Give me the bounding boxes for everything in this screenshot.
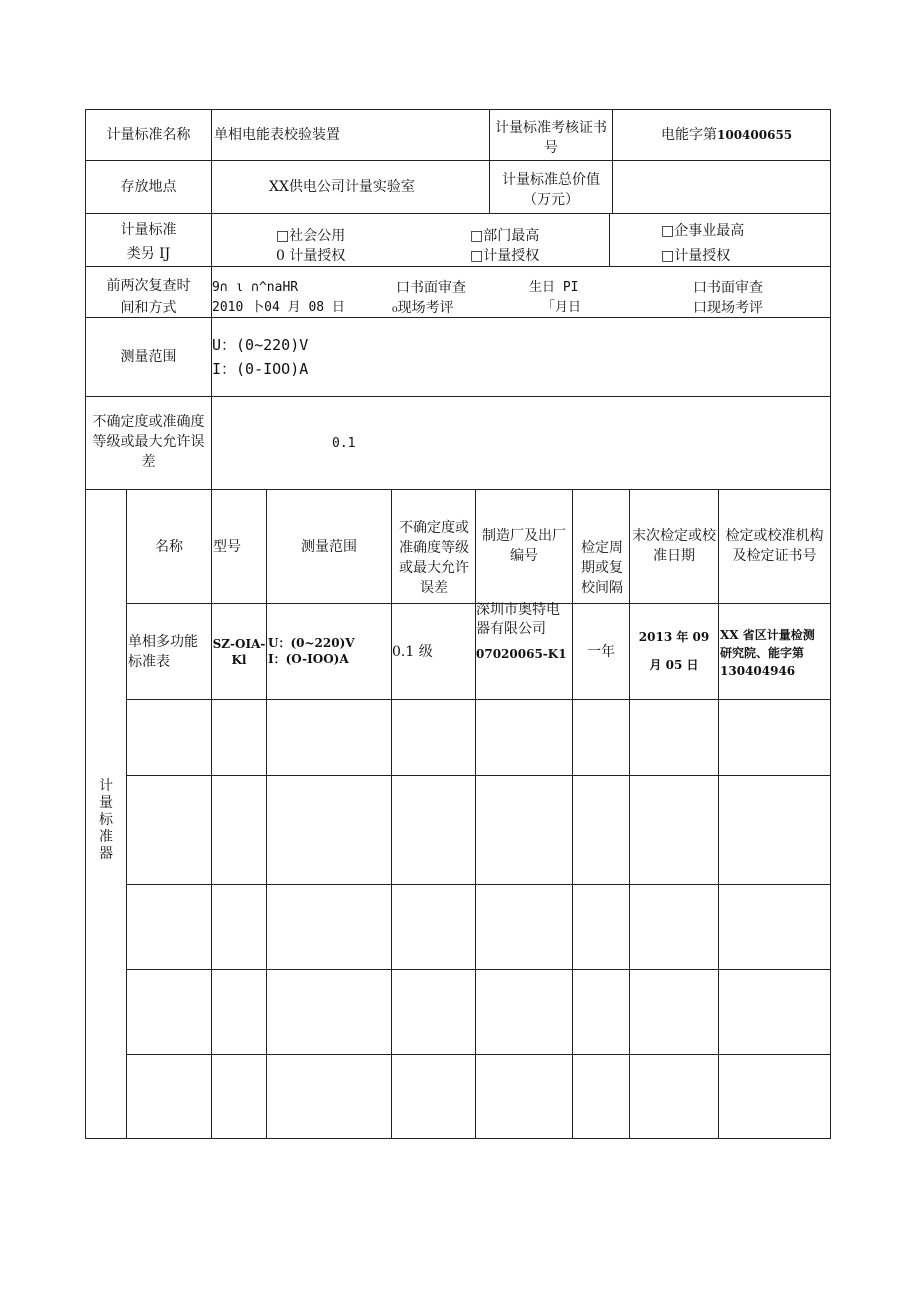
category-dept-option: □部门最高 [470,228,540,244]
category-label-2: 类另 IJ [126,246,171,262]
range-current: I：(0-IOO)A [212,360,309,378]
equipment-side-label: 计量标准器 [99,778,113,862]
row-divider [126,699,830,700]
total-value-label: 计量标准总价值（万元） [502,172,600,208]
category-dept-auth: □计量授权 [470,248,540,264]
row1-agency-line-2: 研究院、能字第 [720,646,805,660]
category-social-option: □社会公用 [276,228,346,244]
row1-period: 一年 [587,644,615,660]
col-header-maker: 制造厂及出厂编号 [482,528,566,564]
col-divider [609,213,610,266]
col-divider [629,489,630,1138]
category-label-1: 计量标准 [120,222,177,238]
col-divider [126,489,127,1138]
review-date-1-line-2: 2010 卜04 月 08 日 [212,300,345,315]
row1-agency-line-3: 130404946 [720,664,796,678]
col-divider [211,489,212,1138]
row1-name: 单相多功能标准表 [128,634,198,670]
col-header-last-date: 末次检定或校准日期 [632,528,716,564]
col-header-model: 型号 [213,539,241,555]
row1-serial: 07020065-K1 [476,647,567,661]
row-divider [86,396,830,397]
row1-date-line-1: 2013 年 09 [638,630,710,644]
review-mode-2-written: 口书面审查 [693,280,763,296]
row-divider [126,1054,830,1055]
std-name-value: 单相电能表校验装置 [214,127,340,143]
metrology-standard-form [85,109,831,1139]
uncertainty-value: 0.1 [332,436,356,451]
review-date-2-line-1: 生日 PI [529,280,579,295]
col-divider [612,110,613,213]
review-date-2-line-2: 「月日 [542,300,582,315]
review-date-1-line-1: 9∩ ι ∩^naHR [212,280,299,295]
col-divider [475,489,476,1138]
cert-label: 计量标准考核证书号 [495,120,607,156]
row1-range-voltage: U：(0~220)V [268,636,355,650]
row1-model: SZ-OIA-Kl [212,637,266,667]
col-divider [266,489,267,1138]
review-label-1: 前两次复查时 [106,278,191,294]
col-divider [391,489,392,1138]
row-divider [126,884,830,885]
review-label-2: 间和方式 [120,300,177,316]
row1-agency-line-1: XX 省区计量检测 [720,628,815,642]
review-mode-1-onsite: ₀现场考评 [392,300,454,316]
row1-maker: 深圳市奥特电器有限公司 [476,602,560,637]
category-enterprise-option: □企事业最高 [661,223,745,239]
row-divider [86,213,830,214]
col-header-uncertainty: 不确定度或准确度等级或最大允许误差 [399,520,469,596]
category-social-auth: 0 计量授权 [276,248,346,264]
row1-uncertainty: 0.1 级 [392,644,433,660]
col-header-agency: 检定或校准机构及检定证书号 [725,528,824,564]
row1-range-current: I：(O-IOO)A [268,652,349,666]
category-enterprise-auth: □计量授权 [661,248,731,264]
row-divider [126,969,830,970]
col-header-range: 测量范围 [301,539,357,555]
review-mode-1-written: 口书面审查 [396,280,466,296]
col-divider [489,110,490,213]
row-divider [86,266,830,267]
location-label: 存放地点 [120,179,177,195]
range-voltage: U：(0~220)V [212,336,309,354]
row1-date-line-2: 月 05 日 [649,658,699,672]
col-header-name: 名称 [155,539,183,555]
col-divider [572,489,573,1138]
col-header-period: 检定周期或复校间隔 [581,540,623,596]
std-name-label: 计量标准名称 [106,127,191,143]
cert-value: 电能字第100400655 [661,127,793,143]
row-divider [126,775,830,776]
uncertainty-label: 不确定度或准确度等级或最大允许误差 [92,414,205,470]
range-label: 测量范围 [120,349,177,365]
col-divider [718,489,719,1138]
review-mode-2-onsite: 口现场考评 [693,300,763,316]
row-divider [86,160,830,161]
location-value: XX供电公司计量实验室 [269,179,415,195]
